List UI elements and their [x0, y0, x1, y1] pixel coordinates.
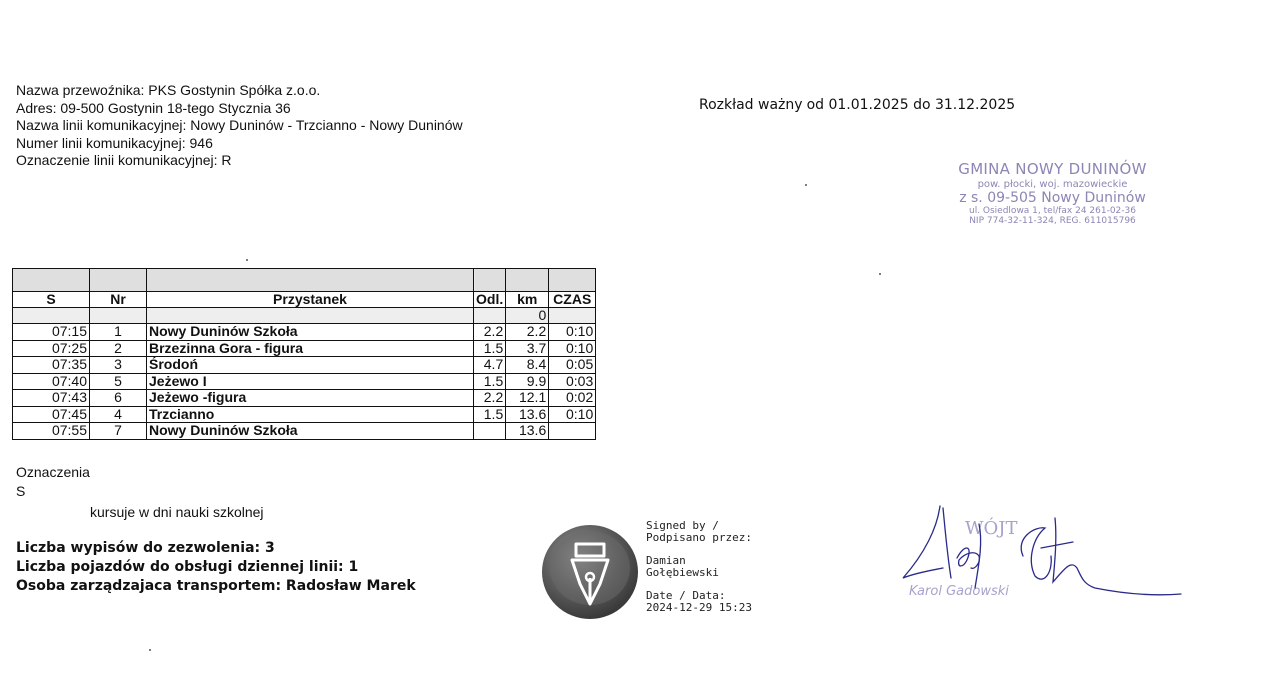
row-km: 8.4 — [506, 357, 549, 374]
validity-period — [699, 97, 1015, 113]
date-label: Date / Data: — [646, 589, 726, 602]
row-nr: 1 — [90, 324, 147, 341]
timetable — [12, 268, 596, 440]
row-stop: Brzezinna Gora - figura — [147, 340, 474, 357]
row-nr: 5 — [90, 373, 147, 390]
row-czas: 0:03 — [549, 373, 596, 390]
stamp-line-2: pow. płocki, woj. mazowieckie — [977, 179, 1128, 190]
stamp-line-5: NIP 774-32-11-324, REG. 611015796 — [969, 216, 1136, 226]
signer-last-name: Gołębiewski — [646, 565, 719, 579]
permits-count: Liczba wypisów do zezwolenia: 3 — [16, 540, 275, 556]
validity-range: od 01.01.2025 do 31.12.2025 — [806, 97, 1016, 113]
row-stop: Środoń — [147, 357, 474, 374]
row-czas: 0:02 — [549, 390, 596, 407]
table-row — [13, 357, 596, 374]
signature-stamp-text-1: WÓJT — [965, 518, 1018, 539]
table-row — [13, 324, 596, 341]
row-time: 07:40 — [13, 373, 90, 390]
row-nr: 4 — [90, 406, 147, 423]
row-odl: 1.5 — [474, 340, 506, 357]
validity-label: Rozkład ważny — [699, 97, 803, 113]
header-stop: Przystanek — [147, 292, 474, 308]
signed-by-label: Signed by / — [646, 519, 719, 532]
table-header-row — [13, 292, 596, 308]
route-mark: Oznaczenie linii komunikacyjnej: R — [16, 152, 232, 168]
row-time: 07:43 — [13, 390, 90, 407]
scan-speck — [246, 259, 248, 261]
digital-signature — [646, 520, 752, 613]
legend-title: Oznaczenia — [16, 464, 90, 480]
row-odl: 2.2 — [474, 390, 506, 407]
row-km: 13.6 — [506, 423, 549, 440]
row-czas: 0:10 — [549, 324, 596, 341]
row-nr: 2 — [90, 340, 147, 357]
row-time: 07:15 — [13, 324, 90, 341]
row-odl — [474, 423, 506, 440]
signer-first-name: Damian — [646, 554, 686, 567]
header-nr: Nr — [90, 292, 147, 308]
row-km: 9.9 — [506, 373, 549, 390]
row-stop: Nowy Duninów Szkoła — [147, 423, 474, 440]
row-odl: 1.5 — [474, 373, 506, 390]
row-stop: Jeżewo I — [147, 373, 474, 390]
row-nr: 7 — [90, 423, 147, 440]
transport-manager: Osoba zarządzajaca transportem: Radosław Marek — [16, 578, 416, 594]
header-s: S — [13, 292, 90, 308]
signature-stamp-text-2: Karol Gadowski — [909, 584, 1009, 599]
table-row — [13, 423, 596, 440]
header-odl: Odl. — [474, 292, 506, 308]
row-time: 07:25 — [13, 340, 90, 357]
table-row — [13, 373, 596, 390]
route-name: Nazwa linii komunikacyjnej: Nowy Duninów - Trzcianno - Nowy Duninów — [16, 117, 463, 133]
legend — [16, 463, 264, 522]
row-stop: Trzcianno — [147, 406, 474, 423]
table-row — [13, 390, 596, 407]
signature-date: 2024-12-29 15:23 — [646, 600, 752, 614]
row-czas: 0:05 — [549, 357, 596, 374]
table-row — [13, 406, 596, 423]
scan-speck — [805, 184, 807, 186]
table-start-row — [13, 308, 596, 324]
municipality-stamp — [940, 160, 1165, 226]
row-odl: 2.2 — [474, 324, 506, 341]
row-nr: 6 — [90, 390, 147, 407]
header-czas: CZAS — [549, 292, 596, 308]
row-czas: 0:10 — [549, 340, 596, 357]
row-odl: 4.7 — [474, 357, 506, 374]
vehicles-count: Liczba pojazdów do obsługi dziennej linii: 1 — [16, 559, 359, 575]
handwritten-signature — [895, 498, 1185, 613]
row-czas: 0:10 — [549, 406, 596, 423]
row-km: 3.7 — [506, 340, 549, 357]
header-km: km — [506, 292, 549, 308]
table-shaded-row — [13, 269, 596, 292]
stamp-line-1: GMINA NOWY DUNINÓW — [958, 160, 1147, 178]
row-time: 07:35 — [13, 357, 90, 374]
summary — [16, 539, 416, 596]
carrier-address: Adres: 09-500 Gostynin 18-tego Stycznia 36 — [16, 99, 291, 116]
scan-speck — [879, 273, 881, 275]
row-km: 12.1 — [506, 390, 549, 407]
row-nr: 3 — [90, 357, 147, 374]
route-number: Numer linii komunikacyjnej: 946 — [16, 134, 213, 151]
row-stop: Nowy Duninów Szkoła — [147, 324, 474, 341]
row-czas — [549, 423, 596, 440]
scan-speck — [149, 649, 151, 651]
signed-by-label-pl: Podpisano przez: — [646, 530, 752, 544]
row-time: 07:55 — [13, 423, 90, 440]
row-time: 07:45 — [13, 406, 90, 423]
legend-symbol: S — [16, 483, 26, 499]
carrier-info — [16, 82, 463, 170]
table-row — [13, 340, 596, 357]
stamp-line-4: ul. Osiedlowa 1, tel/fax 24 261-02-36 — [968, 206, 1136, 216]
row-km: 2.2 — [506, 324, 549, 341]
row-km: 13.6 — [506, 406, 549, 423]
row-stop: Jeżewo -figura — [147, 390, 474, 407]
row-odl: 1.5 — [474, 406, 506, 423]
fountain-pen-icon — [540, 522, 640, 627]
carrier-name: Nazwa przewoźnika: PKS Gostynin Spółka z.o.o. — [16, 82, 321, 98]
stamp-line-3: z s. 09-505 Nowy Duninów — [959, 190, 1146, 206]
legend-description: kursuje w dni nauki szkolnej — [90, 504, 264, 520]
start-km: 0 — [506, 308, 549, 324]
